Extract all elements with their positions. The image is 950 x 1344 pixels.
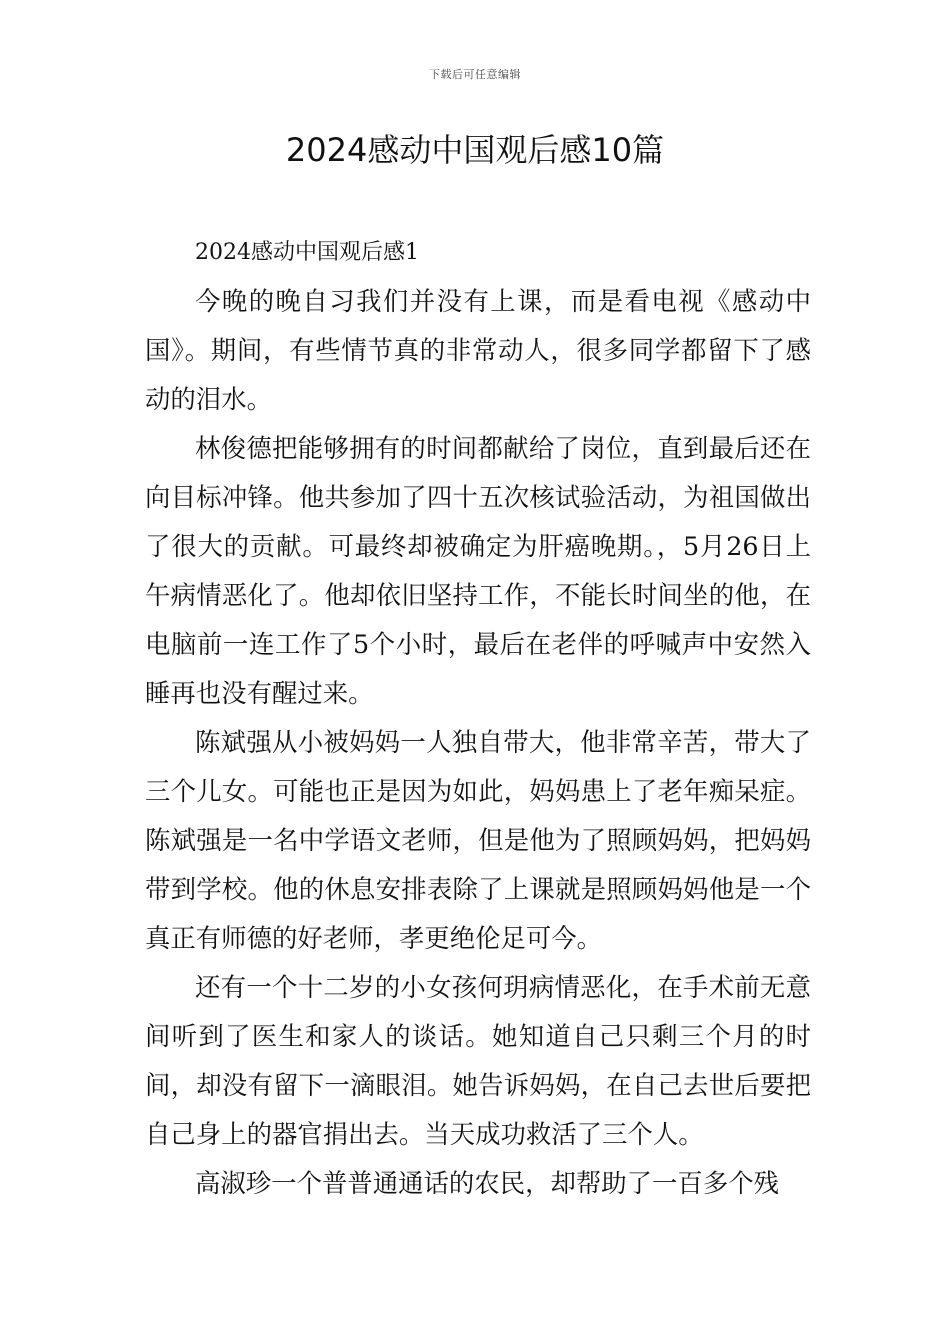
section-title: 2024感动中国观后感1 <box>195 240 419 265</box>
paragraph: 陈斌强从小被妈妈一人独自带大，他非常辛苦，带大了三个儿女。可能也正是因为如此，妈妈患上了老年痴呆症。陈斌强是一名中学语文老师，但是他为了照顾妈妈，把妈妈带到学校。他的休息安排表除了上课就是照顾妈妈他是一个真正有师德的好老师，孝更绝伦足可今。 <box>145 727 811 953</box>
header-note: 下载后可任意编辑 <box>429 68 521 81</box>
paragraph: 高淑珍一个普普通通话的农民，却帮助了一百多个残 <box>195 1168 779 1198</box>
document-body <box>145 228 811 1208</box>
paragraph: 还有一个十二岁的小女孩何玥病情恶化，在手术前无意间听到了医生和家人的谈话。她知道自己只剩三个月的时间，却没有留下一滴眼泪。她告诉妈妈，在自己去世后要把自己身上的器官捐出去。当天成功救活了三个人。 <box>145 972 811 1149</box>
document-title: 2024感动中国观后感10篇 <box>285 131 665 169</box>
paragraph: 林俊德把能够拥有的时间都献给了岗位，直到最后还在向目标冲锋。他共参加了四十五次核试验活动，为祖国做出了很大的贡献。可最终却被确定为肝癌晚期。，5月26日上午病情恶化了。他却依旧坚持工作，不能长时间坐的他，在电脑前一连工作了5个小时，最后在老伴的呼喊声中安然入睡再也没有醒过来。 <box>145 433 811 708</box>
paragraph: 今晚的晚自习我们并没有上课，而是看电视《感动中国》。期间，有些情节真的非常动人，很多同学都留下了感动的泪水。 <box>145 286 811 414</box>
